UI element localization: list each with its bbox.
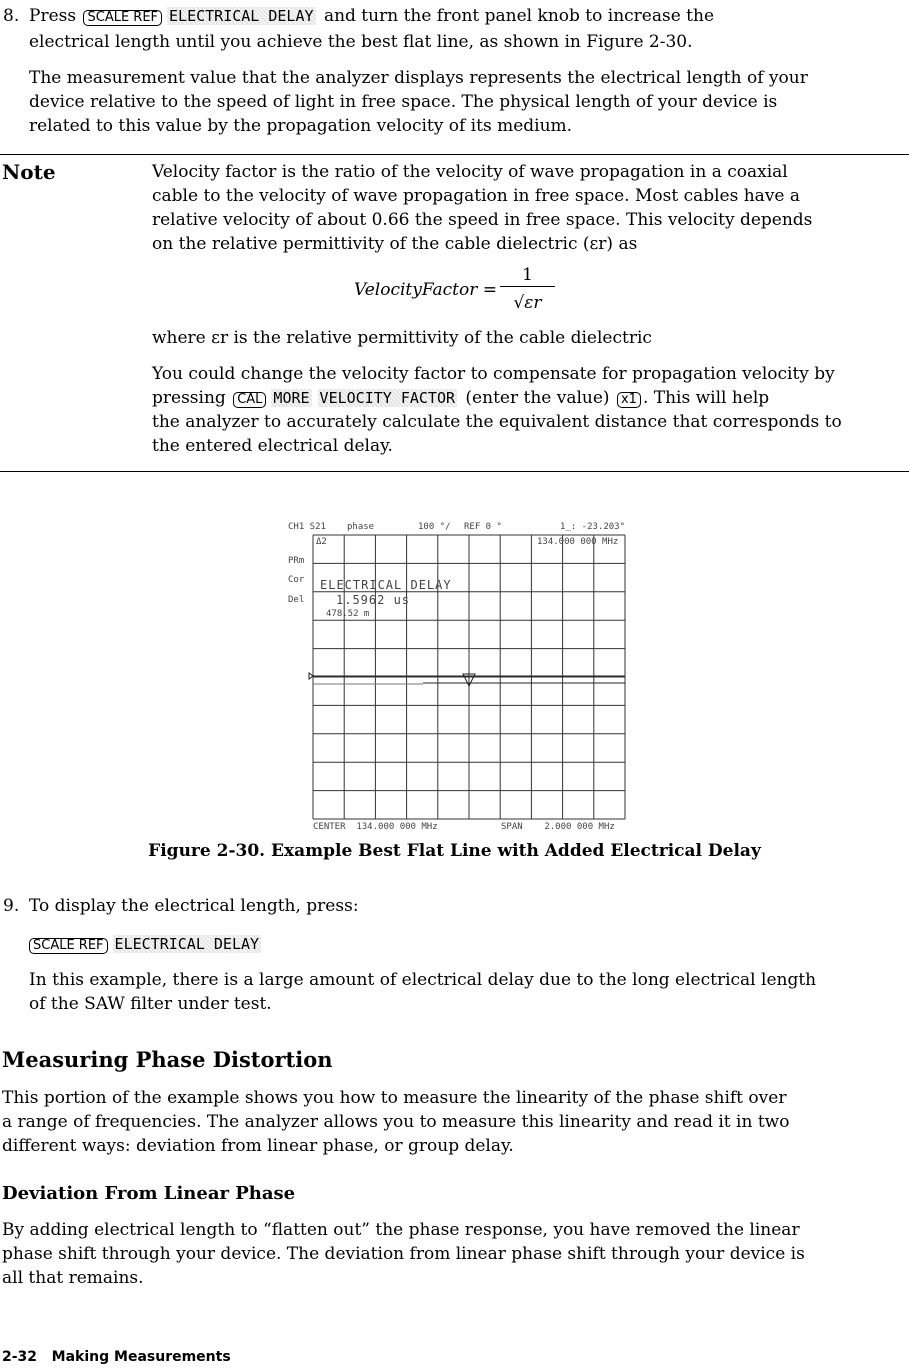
delta-box: Δ2 [316,537,327,547]
line: By adding electrical length to “flatten out” the phase response, you have removed the linear [2,1220,800,1240]
step9-text: To display the electrical length, press: [29,896,359,916]
line: of the SAW filter under test. [29,994,272,1014]
subsection-title: Deviation From Linear Phase [2,1183,296,1204]
step9-keys [27,932,264,956]
step8-line2: electrical length until you achieve the best flat line, as shown in Figure 2-30. [29,32,693,52]
line: all that remains. [2,1268,144,1288]
electrical-delay-softkey: ELECTRICAL DELAY [169,7,314,25]
note-body [152,160,812,256]
center-freq: CENTER 134.000 000 MHz [313,822,438,832]
text: pressing [152,388,226,408]
format-label: phase [347,522,375,532]
step8-para [29,66,808,138]
electrical-delay-softkey: ELECTRICAL DELAY [114,935,260,953]
formula-denominator: √εr [513,293,542,313]
step9-para [29,968,816,1016]
scale-ref-key: SCALE REF [29,938,108,954]
section-body [2,1086,789,1158]
text: . This will help [642,388,770,408]
text: Press [29,6,77,26]
grid [300,530,630,825]
line: related to this value by the propagation velocity of its medium. [29,116,573,136]
line: phase shift through your device. The deviation from linear phase shift through your device is [2,1244,805,1264]
step-number: 9. [3,896,20,916]
line: a range of frequencies. The analyzer allows you to measure this linearity and read it in two [2,1112,790,1132]
line: cable to the velocity of wave propagation in free space. Most cables have a [152,186,801,206]
section-title: Measuring Phase Distortion [2,1047,333,1072]
line: different ways: deviation from linear phase, or group delay. [2,1136,514,1156]
ref-label: REF 0 ° [464,522,502,532]
divider [0,154,909,155]
line: relative velocity of about 0.66 the speed in free space. This velocity depends [152,210,813,230]
formula-numerator: 1 [500,264,555,287]
delay-value: 1.5962 us [336,593,411,607]
footer [2,1345,231,1369]
reference-pointer-icon [309,673,313,679]
marker-value: 1_: -23.203° [560,522,626,532]
status-label: Del [288,595,305,605]
text: (enter the value) [465,388,610,408]
note-label: Note [2,160,56,184]
page-number: 2-32 [2,1349,38,1365]
note-where: where εr is the relative permittivity of the cable dielectric [152,328,652,348]
scale-ref-key: SCALE REF [83,10,162,26]
cal-key: CAL [233,392,266,408]
divider [0,471,909,472]
delay-title: ELECTRICAL DELAY [320,578,452,592]
line: device relative to the speed of light in free space. The physical length of your device is [29,92,778,112]
line: on the relative permittivity of the cable dielectric (εr) as [152,234,638,254]
x1-key: x1 [617,392,641,408]
span-freq: SPAN 2.000 000 MHz [501,822,615,832]
line: Velocity factor is the ratio of the velocity of wave propagation in a coaxial [152,162,788,182]
scale-label: 100 °/ [418,522,451,532]
line [152,386,842,410]
marker-freq: 134.000 000 MHz [537,537,619,547]
status-label: PRm [288,556,305,566]
more-softkey: MORE [273,389,310,407]
velocity-factor-softkey: VELOCITY FACTOR [319,389,456,407]
step8-line1 [29,4,714,28]
subsection-body [2,1218,805,1290]
footer-title: Making Measurements [51,1349,231,1365]
line: You could change the velocity factor to compensate for propagation velocity by [152,364,835,384]
note-para2 [152,362,842,458]
channel-label: CH1 S21 [288,522,326,532]
line: This portion of the example shows you how to measure the linearity of the phase shift over [2,1088,787,1108]
line: the analyzer to accurately calculate the equivalent distance that corresponds to [152,412,842,432]
line: the entered electrical delay. [152,436,393,456]
formula-lhs: VelocityFactor = [354,280,497,300]
text: and turn the front panel knob to increase the [323,6,715,26]
step-number: 8. [3,6,20,26]
figure-caption: Figure 2-30. Example Best Flat Line with Added Electrical Delay [148,841,761,861]
line: The measurement value that the analyzer displays represents the electrical length of your [29,68,808,88]
status-label: Cor [288,575,305,585]
line: In this example, there is a large amount of electrical delay due to the long electrical length [29,970,817,990]
delay-length: 478.52 m [326,609,370,619]
